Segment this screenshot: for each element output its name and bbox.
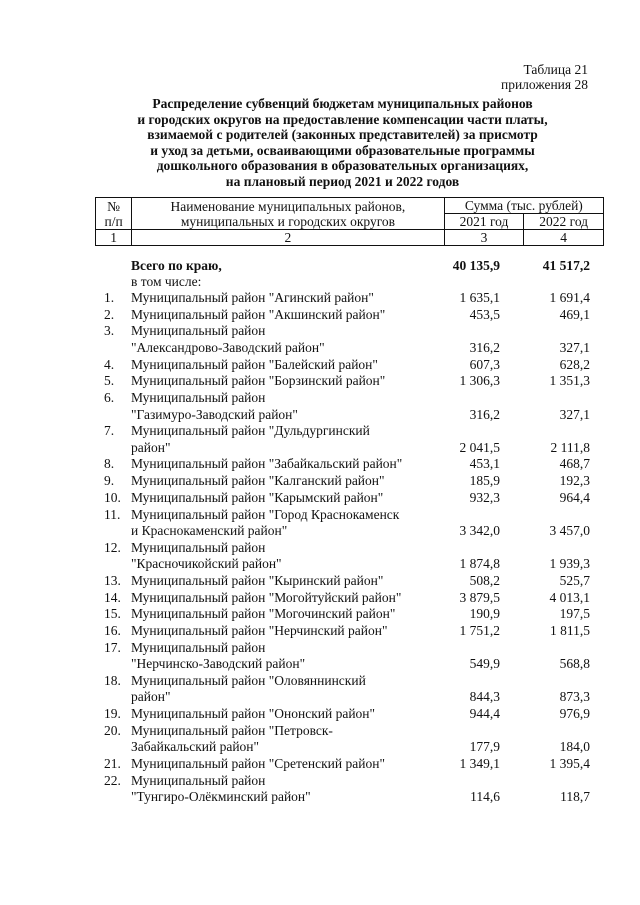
row-number: 8. [104, 456, 115, 472]
row-number: 20. [104, 722, 121, 738]
title-line: на плановый период 2021 и 2022 годов [225, 173, 460, 189]
row-number: 14. [104, 589, 121, 605]
district-name: Муниципальный район [131, 539, 266, 555]
district-name: Муниципальный район "Калганский район" [131, 473, 385, 489]
value-2021: 1 349,1 [459, 756, 500, 771]
row-number: 22. [104, 772, 121, 788]
value-2021: 3 342,0 [459, 523, 500, 538]
header-name-line2: муниципальных и городских округов [180, 213, 396, 229]
value-2021: 316,2 [469, 339, 500, 355]
value-2022: 976,9 [559, 706, 590, 722]
value-2022: 1 811,5 [550, 623, 590, 638]
value-2021: 1 306,3 [459, 373, 500, 389]
value-2021: 177,9 [469, 739, 500, 755]
value-2022: 1 395,4 [549, 756, 590, 771]
header-num-line2: п/п [104, 213, 123, 229]
row-number: 21. [104, 756, 121, 771]
district-name: Муниципальный район "Борзинский район" [131, 373, 386, 389]
district-name: район" [131, 689, 171, 705]
district-name: Муниципальный район "Карымский район" [131, 489, 384, 505]
value-2022: 628,2 [559, 356, 590, 372]
value-2022: 118,7 [560, 789, 590, 805]
value-2022: 469,1 [559, 306, 590, 322]
value-2022: 1 939,3 [549, 556, 590, 572]
total-2022: 41 517,2 [542, 258, 590, 273]
value-2021: 3 879,5 [459, 589, 500, 605]
value-2022: 197,5 [559, 606, 590, 622]
row-number: 12. [104, 539, 121, 555]
value-2022: 327,1 [559, 406, 590, 422]
column-number-1: 1 [96, 230, 132, 246]
district-name: Муниципальный район "Ононский район" [131, 706, 376, 722]
district-name: Муниципальный район [131, 639, 266, 655]
row-number: 18. [104, 672, 121, 688]
district-name: Муниципальный район "Оловяннинский [131, 672, 366, 688]
title-line: Распределение субвенций бюджетам муниципальных районов [152, 96, 533, 111]
header-year-2021: 2021 год [444, 214, 524, 230]
value-2022: 3 457,0 [549, 523, 590, 538]
value-2022: 468,7 [559, 456, 590, 472]
district-name: и Краснокаменский район" [131, 523, 288, 538]
document-title [95, 96, 590, 189]
district-name: Муниципальный район "Агинский район" [131, 290, 374, 305]
column-number-3: 3 [444, 230, 524, 246]
value-2021: 944,4 [469, 706, 500, 722]
header-num-cell [96, 198, 132, 230]
value-2022: 2 111,8 [550, 439, 590, 455]
value-2021: 453,1 [469, 456, 500, 472]
district-name: "Красночикойский район" [131, 556, 282, 572]
district-name: район" [131, 439, 171, 455]
appendix-number: приложения 28 [500, 77, 588, 92]
district-name: Муниципальный район "Дульдургинский [131, 423, 370, 439]
row-number: 4. [104, 356, 115, 372]
row-number: 15. [104, 606, 121, 622]
value-2022: 192,3 [559, 473, 590, 489]
district-name: Муниципальный район "Петровск- [131, 722, 333, 738]
value-2021: 844,3 [469, 689, 500, 705]
district-name: "Газимуро-Заводский район" [131, 406, 298, 422]
value-2022: 184,0 [559, 739, 590, 755]
row-number: 16. [104, 623, 121, 638]
value-2021: 549,9 [469, 656, 500, 672]
title-line: и городских округов на предоставление компенсации части платы, [137, 111, 548, 127]
title-line: дошкольного образования в образовательных организациях, [156, 158, 529, 173]
row-number: 17. [104, 639, 121, 655]
district-name: Муниципальный район [131, 772, 266, 788]
district-name: Муниципальный район "Акшинский район" [131, 306, 386, 322]
row-number: 13. [104, 572, 121, 588]
value-2021: 453,5 [469, 306, 500, 322]
row-number: 3. [104, 323, 115, 339]
row-number: 11. [104, 506, 121, 522]
table-number: Таблица 21 [523, 62, 588, 77]
value-2022: 1 691,4 [549, 290, 590, 305]
row-number: 9. [104, 473, 115, 489]
district-name: Муниципальный район "Могойтуйский район" [131, 589, 402, 605]
district-name: Муниципальный район [131, 390, 266, 405]
title-line: взимаемой с родителей (законных представителей) за присмотр [147, 127, 538, 142]
value-2022: 525,7 [559, 572, 590, 588]
value-2022: 1 351,3 [549, 373, 590, 389]
district-name: Муниципальный район "Кыринский район" [131, 572, 384, 588]
district-name: Муниципальный район "Нерчинский район" [131, 623, 388, 638]
value-2022: 4 013,1 [549, 589, 590, 605]
row-number: 5. [104, 373, 115, 389]
value-2021: 2 041,5 [459, 439, 500, 455]
row-number: 6. [104, 390, 115, 405]
value-2021: 190,9 [469, 606, 500, 622]
district-name: Муниципальный район [131, 323, 266, 339]
value-2021: 1 635,1 [459, 290, 500, 305]
value-2022: 568,8 [559, 656, 590, 672]
including-label: в том числе: [131, 274, 202, 289]
value-2021: 1 751,2 [459, 623, 500, 638]
value-2022: 873,3 [559, 689, 590, 705]
header-num-line1: № [107, 198, 121, 214]
total-2021: 40 135,9 [452, 258, 500, 273]
value-2021: 932,3 [469, 489, 500, 505]
title-line: и уход за детьми, осваивающими образовательные программы [150, 142, 535, 158]
district-name: Муниципальный район "Город Краснокаменск [131, 506, 400, 522]
row-number: 7. [104, 423, 115, 439]
district-name: Забайкальский район" [131, 739, 260, 755]
district-name: Муниципальный район "Сретенский район" [131, 756, 385, 771]
table-header [95, 197, 604, 246]
row-number: 10. [104, 489, 121, 505]
row-number: 19. [104, 706, 121, 722]
value-2021: 316,2 [469, 406, 500, 422]
header-name-cell [132, 198, 444, 230]
value-2021: 1 874,8 [459, 556, 500, 572]
column-number-4: 4 [524, 230, 604, 246]
district-name: Муниципальный район "Балейский район" [131, 356, 378, 372]
value-2022: 964,4 [559, 489, 590, 505]
district-name: "Тунгиро-Олёкминский район" [131, 789, 311, 805]
header-name-line1: Наименование муниципальных районов, [170, 198, 406, 214]
header-year-2022: 2022 год [524, 214, 604, 230]
row-number: 1. [104, 290, 115, 305]
row-number: 2. [104, 306, 115, 322]
district-name: Муниципальный район "Забайкальский район" [131, 456, 403, 472]
column-number-2: 2 [132, 230, 444, 246]
district-name: "Александрово-Заводский район" [131, 339, 325, 355]
total-label: Всего по краю, [131, 258, 222, 273]
district-name: Муниципальный район "Могочинский район" [131, 606, 396, 622]
district-name: "Нерчинско-Заводский район" [131, 656, 306, 672]
value-2021: 508,2 [469, 572, 500, 588]
value-2021: 114,6 [470, 789, 500, 805]
value-2022: 327,1 [559, 339, 590, 355]
value-2021: 185,9 [469, 473, 500, 489]
value-2021: 607,3 [469, 356, 500, 372]
header-sum-cell: Сумма (тыс. рублей) [444, 198, 603, 214]
